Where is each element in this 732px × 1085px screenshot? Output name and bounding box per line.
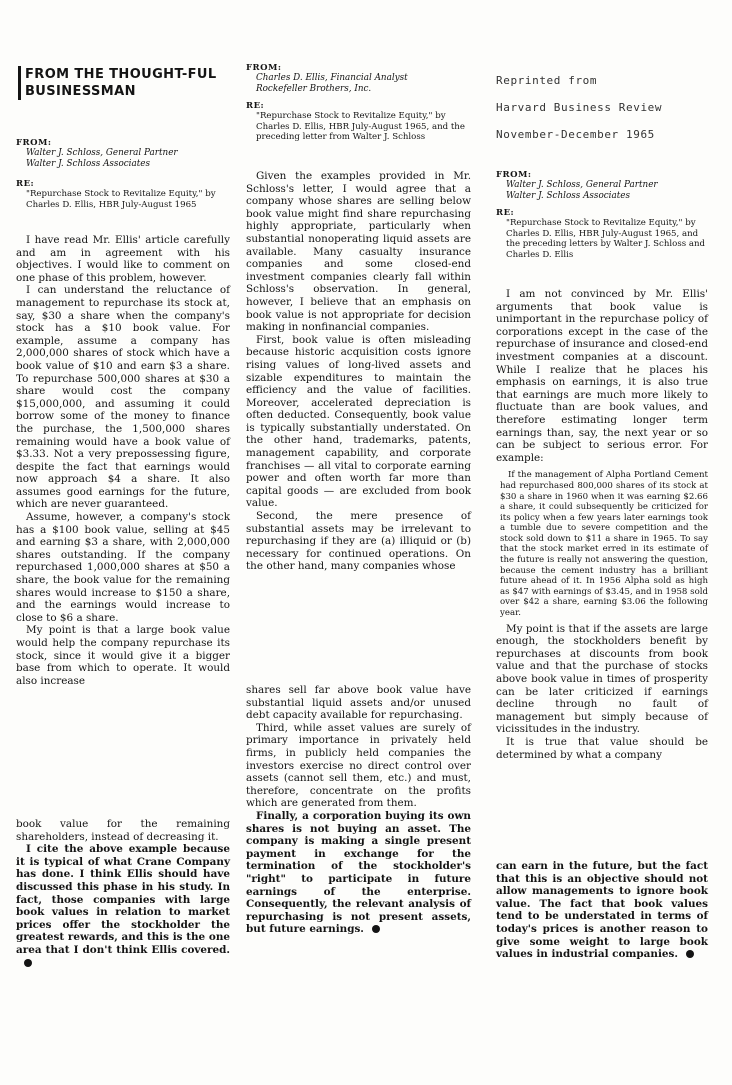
letter3-quote: If the management of Alpha Portland Cement had repurchased 800,000 shares of its stock at $30 a share in 1960 when it was earning $2.66 a share, it could subsequently be criticized for its policy when a few years later earnings took a tumble due to severe competition and the stock sold down to $11 a share in 1965. To say that the stock market erred in its estimate of the future is really not answering the question, because the cement industry has a brilliant future ahead of it. In 1956 Alpha sold as high as $47 with earnings of $3.45, and in 1958 sold over $42 a share, earning $3.06 the following year. [500,470,708,619]
end-mark-icon [686,950,694,958]
letter2-paragraph: First, book value is often misleading because historic acquisition costs ignore rising values of long-lived assets and sizable expenditures to maintain the efficiency and the value of facilities. Moreover, accelerated depreciation is often deducted. Consequently, book value is typically substantially understated. On the other hand, trademarks, patents, management capability, and corporate franchises — all vital to corporate earning power and often worth far more than capital goods — are excluded from book value. [246,333,471,510]
letter1-re: "Repurchase Stock to Revitalize Equity," by Charles D. Ellis, HBR July-August 1965 [26,189,216,210]
letter2-paragraph: shares sell far above book value have substantial liquid assets and/or unused debt capacity available for repurchasing. [246,684,471,722]
end-mark-icon [24,959,32,967]
letter2-body [246,170,471,573]
letter2-paragraph: Given the examples provided in Mr. Schloss's letter, I would agree that a company whose shares are selling below book value might find share repurchasing highly appropriate, particularly when substantial nonoperating liquid assets are available. Many casualty insurance companies and some closed-end investment companies clearly fall within Schloss's observation. In general, however, I believe that an emphasis on book value is not appropriate for decision making in nonfinancial companies. [246,170,471,334]
letter1-body-continued [16,818,230,969]
re-label: RE: [246,101,265,111]
letter1-header [16,138,230,210]
letter1-paragraph: book value for the remaining shareholders, instead of decreasing it. [16,818,230,843]
letter1-body [16,234,230,687]
letter3-body-continued [496,860,708,961]
end-mark-icon [372,925,380,933]
reprint-line-2: Harvard Business Review [496,101,663,114]
re-label: RE: [16,179,35,189]
re-label: RE: [496,208,515,218]
letter2-paragraph: Second, the mere presence of substantial assets may be irrelevant to repurchasing if they are (a) illiquid or (b) necessary for continued operations. On the other hand, many companies whose [246,510,471,573]
letter3-paragraph: My point is that if the assets are large enough, the stockholders benefit by repurchases at discounts from book value and that the purchase of stocks above book value in times of prosperity can be later criticized if earnings decline through no fault of management but simply because of vicissitudes in the industry. [496,622,708,736]
letter2-from-org: Rockefeller Brothers, Inc. [256,83,372,94]
from-label: FROM: [246,63,282,73]
letter3-from-name: Walter J. Schloss, General Partner [506,180,658,190]
from-label: FROM: [496,170,532,180]
letter3-paragraph: I am not convinced by Mr. Ellis' arguments that book value is unimportant in the repurchase policy of corporations except in the case of the repurchase of insurance and closed-end investment companies at a discount. While I realize that he places his emphasis on earnings, it is also true that earnings are much more likely to fluctuate than are book values, and therefore estimating longer term earnings than, say, the next year or so can be subject to serious error. For example: [496,288,708,464]
letter1-paragraph: I can understand the reluctance of management to repurchase its stock at, say, $30 a share when the company's stock has a $10 book value. For example, assume a company has 2,000,000 shares of stock which have a book value of $10 and earn $3 a share. To repurchase 500,000 shares at $30 a share would cost the company $15,000,000, and assuming it could borrow some of the money to finance the purchase, the 1,500,000 shares remaining would have a book value of $3.33. Not a very prepossessing figure, despite the fact that earnings would now approach $4 a share. It also assumes good earnings for the future, which are never guaranteed. [16,284,230,511]
letter1-paragraph: Assume, however, a company's stock has a $100 book value, selling at $45 and earning $3 a share, with 2,000,000 shares outstanding. If the company repurchased 1,000,000 shares at $50 a share, the book value for the remaining shares would increase to $150 a share, and the earnings would increase to close to $6 a share. [16,511,230,624]
reprint-line-3: November-December 1965 [496,128,655,141]
letter3-paragraph: It is true that value should be determined by what a company [496,735,708,761]
letter2-body-continued [246,684,471,936]
letter1-from-name: Walter J. Schloss, General Partner [26,148,178,158]
letter2-re: "Repurchase Stock to Revitalize Equity," by Charles D. Ellis, HBR July-August 1965, and the preceding letter from Walter J. Schloss [256,111,465,142]
letter3-re: "Repurchase Stock to Revitalize Equity," by Charles D. Ellis, HBR July-August 1965, and the preceding letters by Walter J. Schloss and Charles D. Ellis [506,218,706,260]
letter2-header [246,63,471,143]
letter1-paragraph: I have read Mr. Ellis' article carefully and am in agreement with his objectives. I would like to comment on one phase of this problem, however. [16,234,230,284]
section-title: FROM THE THOUGHT-FUL BUSINESSMAN [18,66,225,100]
letter3-header [496,170,708,260]
letter3-paragraph: can earn in the future, but the fact that this is an objective should not allow managements to ignore book value. The fact that book values tend to be understated in terms of today's prices is another reason to give some weight to large book values in industrial companies. [496,860,708,961]
letter1-paragraph: My point is that a large book value would help the company repurchase its stock, since it would give it a bigger base from which to operate. It would also increase [16,624,230,687]
letter2-paragraph: Finally, a corporation buying its own shares is not buying an asset. The company is making a single present payment in exchange for the termination of the stockholder's "right" to participate in future earnings of the enterprise. Consequently, the relevant analysis of repurchasing is not present assets, but future earnings. [246,809,471,936]
letter2-from-name: Charles D. Ellis, Financial Analyst [256,73,408,83]
reprint-line-1: Reprinted from [496,74,598,87]
letter3-from-org: Walter J. Schloss Associates [506,190,630,201]
letter1-paragraph: I cite the above example because it is typical of what Crane Company has done. I think Ellis should have discussed this phase in his study. In fact, those companies with large book values in relation to market prices offer the stockholder the greatest rewards, and this is the one area that I don't think Ellis covered. [16,843,230,969]
from-label: FROM: [16,138,52,148]
letter3-body [496,288,708,761]
letter1-from-org: Walter J. Schloss Associates [26,158,150,169]
letter2-paragraph: Third, while asset values are surely of primary importance in privately held firms, in publicly held companies the investors exercise no direct control over assets (cannot sell them, etc.) and must, therefore, concentrate on the profits which are generated from them. [246,721,471,810]
